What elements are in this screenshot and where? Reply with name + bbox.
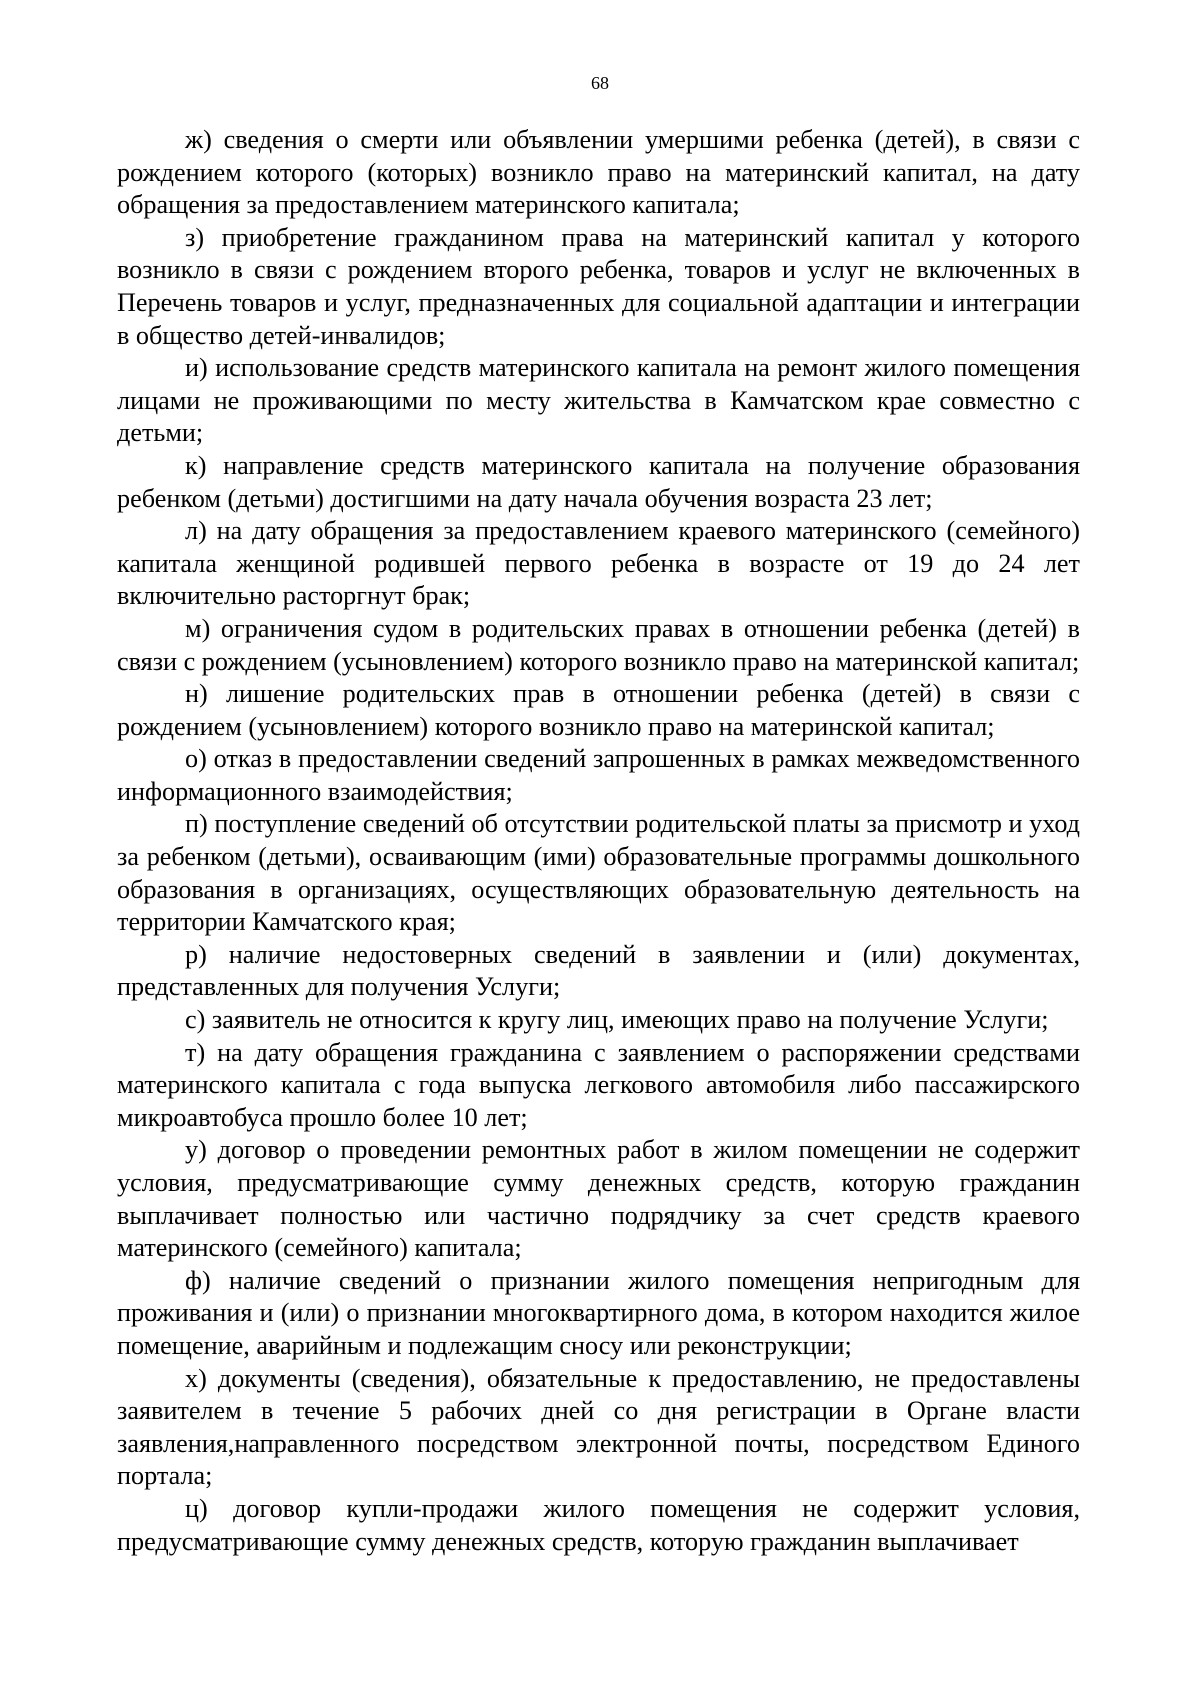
paragraph-m: м) ограничения судом в родительских правах в отношении ребенка (детей) в связи с рождением (усыновлением) которого возникло право на материнской капитал;	[117, 613, 1080, 676]
document-body	[117, 124, 1080, 1558]
paragraph-n: н) лишение родительских прав в отношении ребенка (детей) в связи с рождением (усыновлением) которого возникло право на материнской капитал;	[117, 679, 1080, 741]
paragraph-t: т) на дату обращения гражданина с заявлением о распоряжении средствами материнского капитала с года выпуска легкового автомобиля либо пассажирского микроавтобуса прошло более 10 лет;	[117, 1037, 1080, 1132]
paragraph-z: з) приобретение гражданином права на материнский капитал у которого возникло в связи с рождением второго ребенка, товаров и услуг не включенных в Перечень товаров и услуг, предназначенных для социальной адаптации и интеграции в общество детей-инвалидов;	[117, 222, 1080, 350]
paragraph-ts: ц) договор купли-продажи жилого помещения не содержит условия, предусматривающие сумму денежных средств, которую гражданин выплачивает	[117, 1493, 1080, 1556]
paragraph-r: р) наличие недостоверных сведений в заявлении и (или) документах, представленных для получения Услуги;	[117, 939, 1080, 1002]
paragraph-o: о) отказ в предоставлении сведений запрошенных в рамках межведомственного информационного взаимодействия;	[117, 744, 1080, 806]
page-number: 68	[591, 73, 609, 93]
paragraph-zh: ж) сведения о смерти или объявлении умершими ребенка (детей), в связи с рождением которого (которых) возникло право на материнский капитал, на дату обращения за предоставлением материнского капитала;	[117, 125, 1080, 220]
paragraph-s: с) заявитель не относится к кругу лиц, имеющих право на получение Услуги;	[185, 1005, 1049, 1035]
paragraph-l: л) на дату обращения за предоставлением краевого материнского (семейного) капитала женщиной родившей первого ребенка в возрасте от 19 до 24 лет включительно расторгнут брак;	[117, 516, 1080, 611]
paragraph-k: к) направление средств материнского капитала на получение образования ребенком (детьми) достигшими на дату начала обучения возраста 23 лет;	[117, 450, 1080, 513]
paragraph-i: и) использование средств материнского капитала на ремонт жилого помещения лицами не проживающими по месту жительства в Камчатском крае совместно с детьми;	[117, 353, 1080, 448]
paragraph-f: ф) наличие сведений о признании жилого помещения непригодным для проживания и (или) о признании многоквартирного дома, в котором находится жилое помещение, аварийным и подлежащим сносу или реконструкции;	[117, 1265, 1080, 1360]
paragraph-u: у) договор о проведении ремонтных работ в жилом помещении не содержит условия, предусматривающие сумму денежных средств, которую гражданин выплачивает полностью или частично подрядчику за счет средств краевого материнского (семейного) капитала;	[117, 1135, 1080, 1263]
paragraph-kh: х) документы (сведения), обязательные к предоставлению, не предоставлены заявителем в течение 5 рабочих дней со дня регистрации в Органе власти заявления,направленного посредством электронной почты, посредством Единого портала;	[117, 1363, 1080, 1491]
paragraph-p: п) поступление сведений об отсутствии родительской платы за присмотр и уход за ребенком (детьми), осваивающим (ими) образовательные программы дошкольного образования в организациях, осуществляющих образовательную деятельность на территории Камчатского края;	[117, 809, 1080, 937]
